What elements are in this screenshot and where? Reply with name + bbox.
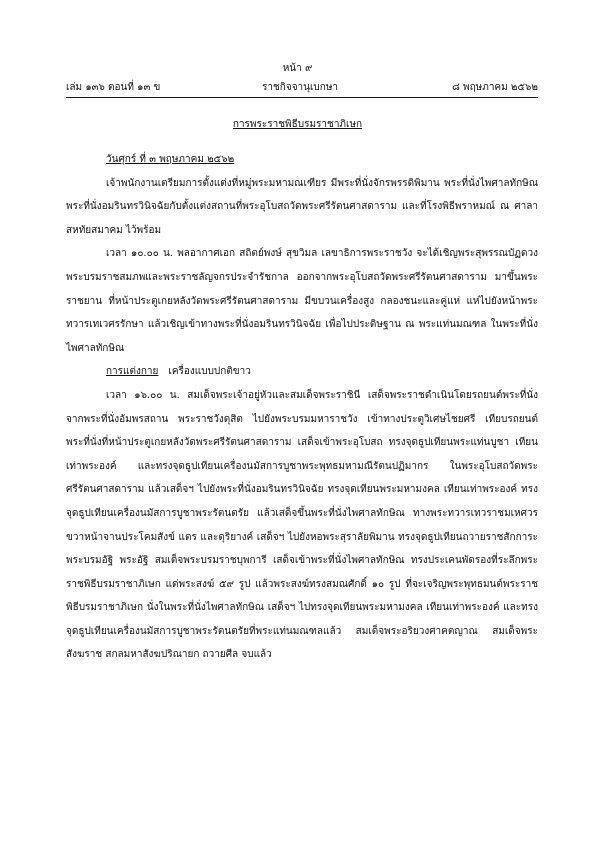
document-title: การพระราชพิธีบรมราชาภิเษก <box>232 119 363 130</box>
page-number: หน้า ๙ <box>282 63 313 74</box>
paragraph-procession: เวลา ๑๐.๐๐ น. พลอากาศเอก สถิตย์พงษ์ สุขวิมล เลขาธิการพระราชวัง จะได้เชิญพระสุพรรณบัฏดวงพระบรมราชสมภพและพระราชลัญจกรประจำรัชกาล ออกจากพระอุโบสถวัดพระศรีรัตนศาสดาราม มาขึ้นพระราชยาน ที่หน้าประตูเกยหลังวัดพระศรีรัตนศาสดาราม มีขบวนเครื่องสูง กลองชนะและคู่แห่ แห่ไปยังหน้าพระทวารเทเวศรรักษา แล้วเชิญเข้าทางพระที่นั่งอมรินทรวินิจฉัย เพื่อไปประดิษฐาน ณ พระแท่นมณฑล ในพระที่นั่งไพศาลทักษิณ <box>66 248 538 354</box>
dress-code-value: เครื่องแบบปกติขาว <box>168 366 251 378</box>
header-rule <box>66 97 538 98</box>
gazette-header <box>66 80 538 94</box>
gazette-date: ๘ พฤษภาคม ๒๕๖๒ <box>452 82 538 93</box>
volume-info: เล่ม ๑๓๖ ตอนที่ ๑๓ ข <box>66 82 161 93</box>
date-heading: วันศุกร์ ที่ ๓ พฤษภาคม ๒๕๖๒ <box>106 154 235 165</box>
document-body <box>66 148 538 667</box>
paragraph-preparation: เจ้าพนักงานเตรียมการตั้งแต่งที่หมู่พระมหามณเฑียร มีพระที่นั่งจักรพรรดิพิมาน พระที่นั่งไพศาลทักษิณ พระที่นั่งอมรินทรวินิจฉัยกับตั้งแต่งสถานที่พระอุโบสถวัดพระศรีรัตนศาสดาราม และที่โรงพิธีพราหมณ์ ณ ศาลาสหทัยสมาคม ไว้พร้อม <box>66 177 538 236</box>
dress-code <box>66 360 538 384</box>
gazette-name: ราชกิจจานุเบกษา <box>262 82 339 93</box>
dress-code-label: การแต่งกาย <box>106 366 159 378</box>
paragraph-ceremony: เวลา ๑๖.๐๐ น. สมเด็จพระเจ้าอยู่หัวและสมเด็จพระราชินี เสด็จพระราชดำเนินโดยรถยนต์พระที่นั่ง จากพระที่นั่งอัมพรสถาน พระราชวังดุสิต ไปยังพระบรมมหาราชวัง เข้าทางประตูวิเศษไชยศรี เทียบรถยนต์พระที่นั่งที่หน้าประตูเกยหลังวัดพระศรีรัตนศาสดาราม เสด็จเข้าพระอุโบสถ ทรงจุดธูปเทียนพระแท่นบูชา เทียนเท่าพระองค์ และทรงจุดธูปเทียนเครื่องนมัสการบูชาพระพุทธมหามณีรัตนปฏิมากร ในพระอุโบสถวัดพระศรีรัตนศาสดาราม แล้วเสด็จฯ ไปยังพระที่นั่งอมรินทรวินิจฉัย ทรงจุดเทียนพระมหามงคล เทียนเท่าพระองค์ ทรงจุดธูปเทียนเครื่องนมัสการบูชาพระรัตนตรัย แล้วเสด็จขึ้นพระที่นั่งไพศาลทักษิณ ทางพระทวารเทวราชมเหศวร ขวาหน้าจานประโคมสังข์ แตร และดุริยางค์ เสด็จฯ ไปยังหอพระสุราลัยพิมาน ทรงจุดธูปเทียนถวายราชสักการะพระบรมอัฐิ พระอัฐิ สมเด็จพระบรมราชบุพการี เสด็จเข้าพระที่นั่งไพศาลทักษิณ ทรงประเคนพัดรองที่ระลึกพระราชพิธีบรมราชาภิเษก แด่พระสงฆ์ ๕๙ รูป แล้วพระสงฆ์ทรงสมณศักดิ์ ๑๐ รูป ที่จะเจริญพระพุทธมนต์พระราชพิธีบรมราชาภิเษก นั่งในพระที่นั่งไพศาลทักษิณ เสด็จฯ ไปทรงจุดเทียนพระมหามงคล เทียนเท่าพระองค์ และทรงจุดธูปเทียนเครื่องนมัสการบูชาพระรัตนตรัยที่พระแท่นมณฑลแล้ว สมเด็จพระอริยวงศาคตญาณ สมเด็จพระสังฆราช สกลมหาสังฆปริณายก ถวายศีล จบแล้ว <box>66 389 538 661</box>
